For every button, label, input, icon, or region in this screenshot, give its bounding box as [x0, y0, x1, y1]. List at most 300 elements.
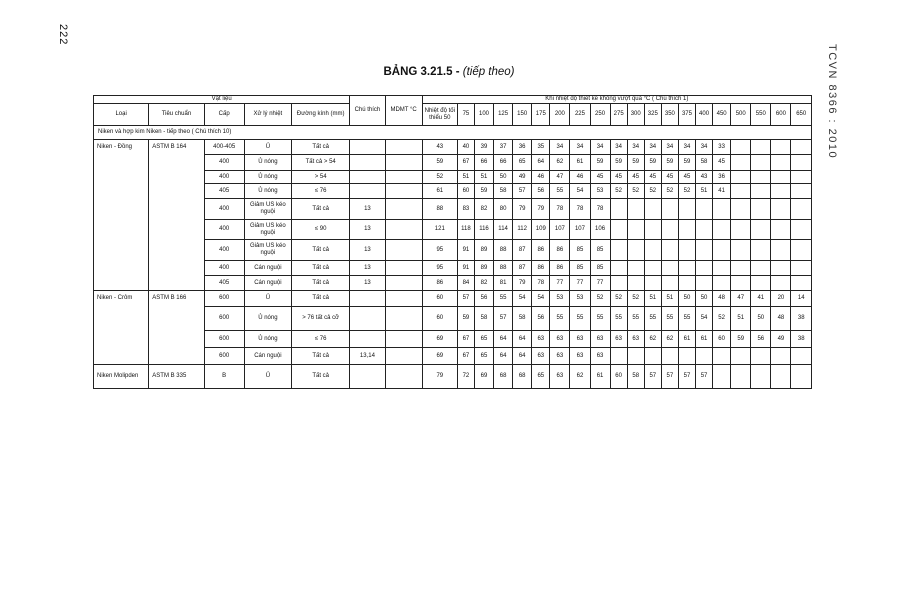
cell-temp-value: 58: [513, 307, 532, 331]
header-temp: 375: [678, 104, 695, 126]
cell-temp-value: 67: [457, 348, 474, 365]
cell-duong-kinh: Tất cả: [292, 291, 350, 307]
cell-temp-value: [791, 155, 812, 171]
cell-temp-value: 59: [661, 155, 678, 171]
cell-temp-value: 45: [713, 155, 731, 171]
cell-temp-value: 81: [494, 276, 513, 291]
cell-temp-value: [771, 365, 791, 389]
cell-temp-value: [696, 261, 713, 276]
cell-nhiet-do-min: 60: [422, 291, 457, 307]
cell-temp-value: 52: [610, 291, 627, 307]
cell-temp-value: 49: [771, 331, 791, 348]
header-row: [94, 104, 812, 126]
cell-temp-value: [627, 240, 644, 261]
cell-temp-value: 85: [590, 261, 610, 276]
cell-temp-value: [610, 348, 627, 365]
cell-temp-value: [791, 171, 812, 184]
cell-temp-value: [731, 199, 751, 220]
cell-nhiet-do-min: 95: [422, 261, 457, 276]
cell-cap: 600: [204, 348, 244, 365]
cell-temp-value: 20: [771, 291, 791, 307]
cell-temp-value: 37: [494, 140, 513, 155]
cell-temp-value: [751, 240, 771, 261]
cell-loai: [94, 261, 149, 276]
cell-temp-value: 14: [791, 291, 812, 307]
cell-temp-value: 45: [661, 171, 678, 184]
cell-temp-value: 43: [696, 171, 713, 184]
header-temp: 325: [644, 104, 661, 126]
cell-temp-value: 65: [513, 155, 532, 171]
cell-temp-value: 69: [474, 365, 493, 389]
cell-temp-value: [644, 261, 661, 276]
cell-temp-value: [713, 220, 731, 240]
cell-temp-value: 80: [494, 199, 513, 220]
cell-temp-value: 54: [570, 184, 590, 199]
cell-nhiet-do-min: 121: [422, 220, 457, 240]
table-row: [94, 155, 812, 171]
cell-duong-kinh: Tất cả: [292, 240, 350, 261]
cell-temp-value: 63: [570, 331, 590, 348]
cell-tieu-chuan: ASTM B 166: [149, 291, 204, 307]
cell-temp-value: 52: [610, 184, 627, 199]
cell-temp-value: 58: [474, 307, 493, 331]
cell-temp-value: [661, 199, 678, 220]
cell-temp-value: 79: [532, 199, 550, 220]
cell-cap: 400: [204, 171, 244, 184]
cell-mdmt: [385, 140, 422, 155]
cell-temp-value: [731, 240, 751, 261]
cell-temp-value: 57: [513, 184, 532, 199]
header-temp: 250: [590, 104, 610, 126]
cell-temp-value: [771, 261, 791, 276]
cell-temp-value: 62: [661, 331, 678, 348]
cell-temp-value: 51: [696, 184, 713, 199]
cell-temp-value: 66: [474, 155, 493, 171]
cell-temp-value: 55: [678, 307, 695, 331]
cell-loai: [94, 307, 149, 331]
cell-temp-value: 55: [661, 307, 678, 331]
cell-duong-kinh: Tất cả: [292, 365, 350, 389]
cell-temp-value: [661, 240, 678, 261]
cell-temp-value: [751, 261, 771, 276]
cell-nhiet-do-min: 59: [422, 155, 457, 171]
cell-duong-kinh: > 54: [292, 171, 350, 184]
cell-xu-ly: Ủ nóng: [244, 171, 291, 184]
cell-tieu-chuan: [149, 220, 204, 240]
cell-loai: [94, 199, 149, 220]
cell-mdmt: [385, 307, 422, 331]
cell-tieu-chuan: ASTM B 164: [149, 140, 204, 155]
cell-temp-value: 59: [731, 331, 751, 348]
cell-temp-value: [661, 220, 678, 240]
cell-temp-value: [731, 171, 751, 184]
header-temp: 400: [696, 104, 713, 126]
cell-temp-value: [678, 240, 695, 261]
cell-duong-kinh: > 76 tất cả cỡ: [292, 307, 350, 331]
cell-temp-value: [771, 155, 791, 171]
cell-temp-value: 60: [713, 331, 731, 348]
table-row: [94, 199, 812, 220]
cell-temp-value: 59: [610, 155, 627, 171]
cell-chu-thich: 13: [350, 220, 385, 240]
header-temp: 225: [570, 104, 590, 126]
cell-temp-value: [713, 276, 731, 291]
cell-nhiet-do-min: 43: [422, 140, 457, 155]
cell-chu-thich: 13: [350, 199, 385, 220]
cell-tieu-chuan: [149, 171, 204, 184]
cell-temp-value: 55: [610, 307, 627, 331]
cell-mdmt: [385, 261, 422, 276]
cell-temp-value: 61: [570, 155, 590, 171]
cell-mdmt: [385, 171, 422, 184]
cell-temp-value: [751, 171, 771, 184]
cell-temp-value: 59: [627, 155, 644, 171]
cell-chu-thich: 13: [350, 261, 385, 276]
cell-temp-value: 56: [532, 184, 550, 199]
header-tieu-chuan: Tiêu chuẩn: [149, 104, 204, 126]
cell-temp-value: [731, 140, 751, 155]
cell-temp-value: 65: [532, 365, 550, 389]
cell-temp-value: 54: [532, 291, 550, 307]
cell-temp-value: [627, 199, 644, 220]
cell-loai: [94, 220, 149, 240]
table-row: [94, 140, 812, 155]
cell-temp-value: [791, 240, 812, 261]
cell-xu-ly: Ủ nóng: [244, 184, 291, 199]
cell-temp-value: 60: [610, 365, 627, 389]
cell-loai: [94, 184, 149, 199]
cell-temp-value: [644, 348, 661, 365]
cell-temp-value: 34: [590, 140, 610, 155]
cell-temp-value: [791, 199, 812, 220]
cell-temp-value: 59: [590, 155, 610, 171]
table-row: [94, 276, 812, 291]
cell-temp-value: 68: [513, 365, 532, 389]
cell-temp-value: 63: [590, 331, 610, 348]
table-row: [94, 365, 812, 389]
table-row: [94, 348, 812, 365]
header-chu-thich: Chú thích: [350, 96, 385, 126]
cell-temp-value: 51: [457, 171, 474, 184]
cell-temp-value: [696, 220, 713, 240]
cell-temp-value: 51: [644, 291, 661, 307]
cell-temp-value: [791, 261, 812, 276]
cell-temp-value: [791, 348, 812, 365]
cell-temp-value: 40: [457, 140, 474, 155]
cell-temp-value: 63: [550, 365, 570, 389]
cell-temp-value: [791, 140, 812, 155]
cell-duong-kinh: Tất cả: [292, 348, 350, 365]
cell-temp-value: 109: [532, 220, 550, 240]
table-title-sub: (tiếp theo): [462, 66, 515, 78]
table-row: [94, 171, 812, 184]
cell-mdmt: [385, 348, 422, 365]
cell-duong-kinh: Tất cả: [292, 199, 350, 220]
cell-tieu-chuan: [149, 348, 204, 365]
cell-temp-value: [751, 140, 771, 155]
cell-temp-value: 46: [532, 171, 550, 184]
cell-temp-value: 62: [644, 331, 661, 348]
cell-temp-value: 57: [644, 365, 661, 389]
cell-xu-ly: Ủ nóng: [244, 155, 291, 171]
cell-temp-value: 107: [550, 220, 570, 240]
cell-temp-value: 54: [513, 291, 532, 307]
cell-nhiet-do-min: 79: [422, 365, 457, 389]
cell-temp-value: 45: [590, 171, 610, 184]
cell-temp-value: [696, 276, 713, 291]
cell-duong-kinh: ≤ 76: [292, 184, 350, 199]
cell-duong-kinh: ≤ 90: [292, 220, 350, 240]
cell-chu-thich: [350, 140, 385, 155]
cell-chu-thich: [350, 291, 385, 307]
cell-xu-ly: Cán nguội: [244, 348, 291, 365]
header-loai: Loại: [94, 104, 149, 126]
cell-xu-ly: Cán nguội: [244, 261, 291, 276]
header-temp: 600: [771, 104, 791, 126]
header-temp: 275: [610, 104, 627, 126]
header-temp: 500: [731, 104, 751, 126]
cell-temp-value: 59: [457, 307, 474, 331]
cell-temp-value: [661, 348, 678, 365]
table-title: [0, 66, 898, 78]
cell-temp-value: 91: [457, 240, 474, 261]
cell-chu-thich: [350, 184, 385, 199]
cell-chu-thich: [350, 155, 385, 171]
cell-tieu-chuan: ASTM B 335: [149, 365, 204, 389]
header-duong-kinh: Đường kính (mm): [292, 104, 350, 126]
cell-xu-ly: Cán nguội: [244, 276, 291, 291]
cell-temp-value: 60: [457, 184, 474, 199]
cell-temp-value: 52: [713, 307, 731, 331]
cell-temp-value: 36: [713, 171, 731, 184]
cell-temp-value: 72: [457, 365, 474, 389]
cell-cap: 400: [204, 220, 244, 240]
cell-mdmt: [385, 365, 422, 389]
cell-temp-value: 38: [791, 307, 812, 331]
cell-temp-value: [678, 220, 695, 240]
cell-temp-value: [751, 348, 771, 365]
cell-temp-value: 118: [457, 220, 474, 240]
cell-temp-value: 62: [570, 365, 590, 389]
cell-temp-value: 45: [627, 171, 644, 184]
cell-temp-value: 85: [570, 261, 590, 276]
cell-temp-value: 34: [696, 140, 713, 155]
cell-temp-value: 89: [474, 261, 493, 276]
cell-mdmt: [385, 184, 422, 199]
cell-temp-value: 50: [696, 291, 713, 307]
cell-temp-value: 52: [661, 184, 678, 199]
cell-cap: 600: [204, 291, 244, 307]
cell-temp-value: [791, 184, 812, 199]
cell-xu-ly: Ủ nóng: [244, 331, 291, 348]
cell-temp-value: [751, 184, 771, 199]
cell-temp-value: [731, 220, 751, 240]
cell-xu-ly: Ủ nóng: [244, 307, 291, 331]
cell-temp-value: 63: [550, 331, 570, 348]
cell-temp-value: [731, 155, 751, 171]
cell-temp-value: 89: [474, 240, 493, 261]
cell-mdmt: [385, 276, 422, 291]
header-group-row: [94, 96, 812, 104]
cell-temp-value: [713, 365, 731, 389]
cell-temp-value: [678, 348, 695, 365]
cell-temp-value: [791, 276, 812, 291]
cell-temp-value: [731, 365, 751, 389]
cell-temp-value: 53: [590, 184, 610, 199]
cell-nhiet-do-min: 61: [422, 184, 457, 199]
cell-loai: [94, 348, 149, 365]
cell-chu-thich: [350, 171, 385, 184]
cell-temp-value: 63: [550, 348, 570, 365]
cell-temp-value: [644, 199, 661, 220]
cell-temp-value: 56: [751, 331, 771, 348]
cell-temp-value: [644, 240, 661, 261]
cell-tieu-chuan: [149, 184, 204, 199]
cell-temp-value: 38: [791, 331, 812, 348]
cell-temp-value: 77: [590, 276, 610, 291]
header-mdmt: MDMT °C: [385, 96, 422, 126]
cell-temp-value: 65: [474, 348, 493, 365]
cell-temp-value: 88: [494, 240, 513, 261]
cell-temp-value: [713, 199, 731, 220]
cell-temp-value: 87: [513, 240, 532, 261]
cell-temp-value: 59: [678, 155, 695, 171]
cell-temp-value: 56: [474, 291, 493, 307]
cell-temp-value: 41: [751, 291, 771, 307]
cell-temp-value: 52: [627, 291, 644, 307]
cell-temp-value: [696, 199, 713, 220]
cell-temp-value: 59: [474, 184, 493, 199]
cell-tieu-chuan: [149, 261, 204, 276]
cell-temp-value: 47: [731, 291, 751, 307]
cell-temp-value: 59: [644, 155, 661, 171]
cell-temp-value: 63: [532, 348, 550, 365]
cell-temp-value: 52: [644, 184, 661, 199]
cell-temp-value: [644, 276, 661, 291]
cell-chu-thich: [350, 331, 385, 348]
cell-temp-value: 63: [590, 348, 610, 365]
cell-temp-value: 77: [570, 276, 590, 291]
cell-temp-value: [610, 240, 627, 261]
header-temp: 75: [457, 104, 474, 126]
cell-xu-ly: Giảm US kéo nguội: [244, 220, 291, 240]
cell-temp-value: 58: [696, 155, 713, 171]
cell-loai: [94, 276, 149, 291]
cell-temp-value: 47: [550, 171, 570, 184]
cell-duong-kinh: Tất cả: [292, 140, 350, 155]
cell-temp-value: 86: [532, 240, 550, 261]
cell-temp-value: 85: [590, 240, 610, 261]
cell-temp-value: 34: [644, 140, 661, 155]
cell-tieu-chuan: [149, 331, 204, 348]
cell-nhiet-do-min: 88: [422, 199, 457, 220]
cell-temp-value: 86: [550, 240, 570, 261]
cell-temp-value: 82: [474, 199, 493, 220]
cell-cap: 600: [204, 307, 244, 331]
cell-temp-value: [771, 240, 791, 261]
cell-temp-value: 64: [494, 348, 513, 365]
cell-mdmt: [385, 220, 422, 240]
cell-tieu-chuan: [149, 199, 204, 220]
cell-duong-kinh: Tất cả: [292, 261, 350, 276]
cell-loai: [94, 155, 149, 171]
cell-temp-value: 34: [627, 140, 644, 155]
cell-temp-value: 56: [532, 307, 550, 331]
cell-temp-value: 57: [494, 307, 513, 331]
cell-cap: 405: [204, 276, 244, 291]
cell-temp-value: [713, 261, 731, 276]
cell-temp-value: [610, 199, 627, 220]
cell-temp-value: 78: [550, 199, 570, 220]
cell-temp-value: [696, 240, 713, 261]
cell-duong-kinh: ≤ 76: [292, 331, 350, 348]
header-temp: 200: [550, 104, 570, 126]
cell-temp-value: [731, 261, 751, 276]
cell-temp-value: 68: [494, 365, 513, 389]
cell-temp-value: [678, 261, 695, 276]
table-row: [94, 184, 812, 199]
cell-temp-value: 46: [570, 171, 590, 184]
table-row: [94, 220, 812, 240]
cell-cap: 405: [204, 184, 244, 199]
cell-temp-value: 51: [474, 171, 493, 184]
cell-temp-value: [627, 220, 644, 240]
cell-mdmt: [385, 331, 422, 348]
cell-xu-ly: Ủ: [244, 140, 291, 155]
cell-chu-thich: 13: [350, 276, 385, 291]
cell-nhiet-do-min: 52: [422, 171, 457, 184]
cell-cap: 400-405: [204, 140, 244, 155]
cell-temp-value: 55: [550, 184, 570, 199]
cell-temp-value: 61: [678, 331, 695, 348]
cell-temp-value: [771, 171, 791, 184]
table-title-main: BẢNG 3.21.5 -: [383, 66, 460, 78]
cell-tieu-chuan: [149, 240, 204, 261]
cell-temp-value: 78: [532, 276, 550, 291]
cell-temp-value: 66: [494, 155, 513, 171]
cell-temp-value: 58: [627, 365, 644, 389]
cell-temp-value: 34: [570, 140, 590, 155]
cell-temp-value: 58: [494, 184, 513, 199]
cell-temp-value: [610, 276, 627, 291]
cell-temp-value: 45: [644, 171, 661, 184]
header-temp: 450: [713, 104, 731, 126]
cell-temp-value: 39: [474, 140, 493, 155]
cell-nhiet-do-min: 69: [422, 331, 457, 348]
cell-loai: Niken Molipden: [94, 365, 149, 389]
side-standard-code: TCVN 8366 : 2010: [826, 44, 838, 160]
cell-temp-value: 53: [550, 291, 570, 307]
cell-temp-value: 63: [627, 331, 644, 348]
cell-temp-value: 45: [610, 171, 627, 184]
cell-temp-value: 79: [513, 199, 532, 220]
cell-xu-ly: Ủ: [244, 291, 291, 307]
cell-tieu-chuan: [149, 276, 204, 291]
cell-temp-value: 50: [494, 171, 513, 184]
cell-loai: Niken - Đồng: [94, 140, 149, 155]
cell-temp-value: 57: [696, 365, 713, 389]
cell-tieu-chuan: [149, 155, 204, 171]
cell-temp-value: [627, 276, 644, 291]
cell-temp-value: 78: [570, 199, 590, 220]
cell-cap: B: [204, 365, 244, 389]
cell-mdmt: [385, 240, 422, 261]
cell-temp-value: 57: [661, 365, 678, 389]
cell-temp-value: 85: [570, 240, 590, 261]
cell-mdmt: [385, 291, 422, 307]
table-row: [94, 331, 812, 348]
cell-loai: [94, 331, 149, 348]
